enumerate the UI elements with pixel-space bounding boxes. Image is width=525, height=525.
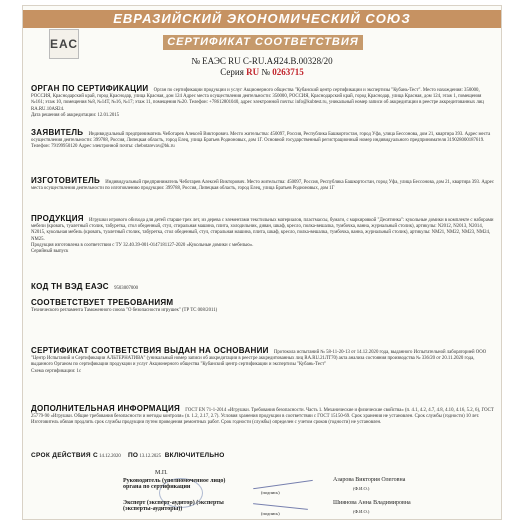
- organ-heading: ОРГАН ПО СЕРТИФИКАЦИИ: [31, 84, 149, 93]
- section-organ: [31, 86, 495, 119]
- union-banner: ЕВРАЗИЙСКИЙ ЭКОНОМИЧЕСКИЙ СОЮЗ: [23, 10, 501, 28]
- organ-text: Орган по сертификации продукции и услуг Акционерного общества "Кубанский центр сертификации и экспертизы "Кубань-Тест". Место нахождения: 350000, РОССИЯ, Краснодарский край, город Краснодар, улица Красная, дом 124 Адрес места осуществления деятельности: 350000, РОССИЯ, Краснодарский край, город Краснодар, улица Красная, дом 124, этаж 1, помещения №161; этаж 10, помещения №8, №14Т, №16, №17; этаж 11, помещения №20. Телефон: +78612801040, адрес электронной почты: info@kubtest.ru, уникальный номер записи об аккредитации в реестре аккредитованных лиц RA.RU.10АЯ24.: [31, 88, 484, 112]
- certificate-title-banner: СЕРТИФИКАТ СООТВЕТСТВИЯ: [163, 35, 363, 50]
- section-applicant: [31, 130, 495, 151]
- certificate-number: RU C-RU.АЯ24.В.00328/20: [228, 56, 333, 66]
- section-tnved: [31, 284, 495, 292]
- validity-line: СРОК ДЕЙСТВИЯ С 14.12.2020 ПО 13.12.2025 ВКЛЮЧИТЕЛЬНО: [31, 452, 225, 459]
- expert-name: Шиянова Анна Владимировна: [333, 500, 411, 506]
- maker-text: Индивидуальный предприниматель Чеботарев Алексей Викторович. Место жительства: 450097, Россия, Республика Башкортостан, город Уфа, улица Бессонова, дом 21, квартира 393. Адрес места осуществления деятельности по изготовлению продукции: 399788, Россия, Липецкая область, город Елец, улица Братьев Родионовых, дом 1Г: [31, 180, 495, 192]
- valid-to: 13.12.2025: [139, 454, 162, 459]
- section-product: [31, 216, 495, 255]
- expert-label: Эксперт (эксперт-аудитор) (эксперты (эксперты-аудиторы)): [123, 500, 224, 512]
- head-sign-hint: (подпись): [261, 490, 280, 495]
- section-maker: [31, 178, 495, 192]
- extra-text: ГОСТ EN 71-1-2014 «Игрушки. Требования безопасности. Часть 1. Механические и физические свойства» (п. 4.1, 4.2, 4.7, 4.8, 4.10, 4.16, 5.2, 6), ГОСТ 25779-90 «Игрушки. Общие требования безопасности и методы контроля» (п. 1.2, 2.17, 2.7). Условия хранения продукции в соответствии с ГОСТ 15150-69. Срок хранения не установлен. Срок службы (годности) 10 лет. Изготовитель обязан продлить срок службы продукции путем проведения ремонтных работ. Срок годности (службы) определен с учетом сроков (годности) не установлен.: [31, 408, 494, 426]
- compliance-text: Технического регламента Таможенного союза "О безопасности игрушек" (ТР ТС 008/2011): [31, 308, 218, 314]
- certificate-sheet: [22, 5, 502, 520]
- organ-date: Дата решения об аккредитации: 12.01.2015: [31, 112, 120, 118]
- issued-scheme: Схема сертификации: 1с: [31, 368, 82, 374]
- expert-sign-hint: (подпись): [261, 511, 280, 516]
- section-compliance: [31, 300, 495, 314]
- head-signature: [253, 480, 313, 489]
- issued-text: Протокола испытаний № 58-11-20-13 от 14.12.2020 года, выданного Испытательной лабораторией ООО "Центр Испытаний и Сертификации АЛЬТЕРНАТИВА" (уникальный номер записи об аккредитации в реестре аккредитованных лиц RA.RU.21ЛТ70) акта анализа состояния производства № 336/20 от 20.11.2020 года, выданного Органом по сертификации продукции и услуг Акционерного общества "Кубанский центр сертификации и экспертизы "Кубань-Тест": [31, 350, 487, 368]
- section-extra: [31, 406, 495, 427]
- tnved-code: 9503007000: [114, 286, 139, 291]
- series-number: 0263715: [272, 67, 304, 77]
- eac-logo: ЕАС: [49, 29, 79, 59]
- product-heading: ПРОДУКЦИЯ: [31, 214, 84, 223]
- product-text: Игрушки игрового обихода для детей старше трех лет, из дерева с элементами текстильных материалов, пластмассы, бумаги, с маркировкой "Десятинка": кукольные домики в комплекте с наборами мебели (кровать, туалетный столик, табуретка, стол обеденный, стул, стиральная машина, плита, холодильник, диван, шкаф, кресло, полка-вешалка, тумбочка, ванна, журнальный столик), артикулы: N2012, N2013, N2014, N2015, кукольная мебель (кровать, туалетный столик, табуретка, стол обеденный, стул, стиральная машина, плита, шкаф, кресло, полка-вешалка, тумбочка, ванна, журнальный столик), артикулы: NM21, NM22, NM23, NM24, NM25.: [31, 218, 494, 242]
- applicant-text: Индивидуальный предприниматель Чеботарев Алексей Викторович. Место жительства: 450097, Россия, Республика Башкортостан, город Уфа, улица Бессонова, дом 21, квартира 393. Адрес места осуществления деятельности: 399788, Россия, Липецкая область, город Елец, улица Братьев Родионовых, дом 1Г. Основной государственный регистрационный номер индивидуального предпринимателя 319028000187619. Телефон: 79199950120 Адрес электронной почты: chebotarevav@bk.ru: [31, 132, 491, 150]
- tnved-heading: КОД ТН ВЭД ЕАЭС: [31, 282, 109, 291]
- expert-name-hint: (Ф.И.О.): [353, 509, 370, 514]
- issued-heading: СЕРТИФИКАТ СООТВЕТСТВИЯ ВЫДАН НА ОСНОВАНИИ: [31, 346, 269, 355]
- expert-signature: [253, 503, 308, 510]
- mp-mark: М.П.: [155, 470, 168, 476]
- certificate-number-line: № ЕАЭС RU C-RU.АЯ24.В.00328/20: [191, 56, 333, 66]
- extra-heading: ДОПОЛНИТЕЛЬНАЯ ИНФОРМАЦИЯ: [31, 404, 181, 413]
- head-signer-name: Азарова Виктория Олеговна: [333, 477, 406, 483]
- head-name-hint: (Ф.И.О.): [353, 486, 370, 491]
- compliance-heading: СООТВЕТСТВУЕТ ТРЕБОВАНИЯМ: [31, 298, 174, 307]
- section-issued: [31, 348, 495, 375]
- maker-heading: ИЗГОТОВИТЕЛЬ: [31, 176, 101, 185]
- applicant-heading: ЗАЯВИТЕЛЬ: [31, 128, 84, 137]
- product-text-2: Продукция изготовлена в соответствии с ТУ 32.40.39-001-0147181127-2020 «Кукольные домики с мебелью».: [31, 242, 254, 248]
- valid-from: 14.12.2020: [99, 454, 121, 459]
- series-code: RU: [246, 67, 260, 77]
- product-serial: Серийный выпуск: [31, 249, 69, 255]
- head-signer-label: Руководитель (уполномоченное лицо) органа по сертификации: [123, 478, 226, 490]
- series-line: Серия RU № 0263715: [220, 67, 304, 77]
